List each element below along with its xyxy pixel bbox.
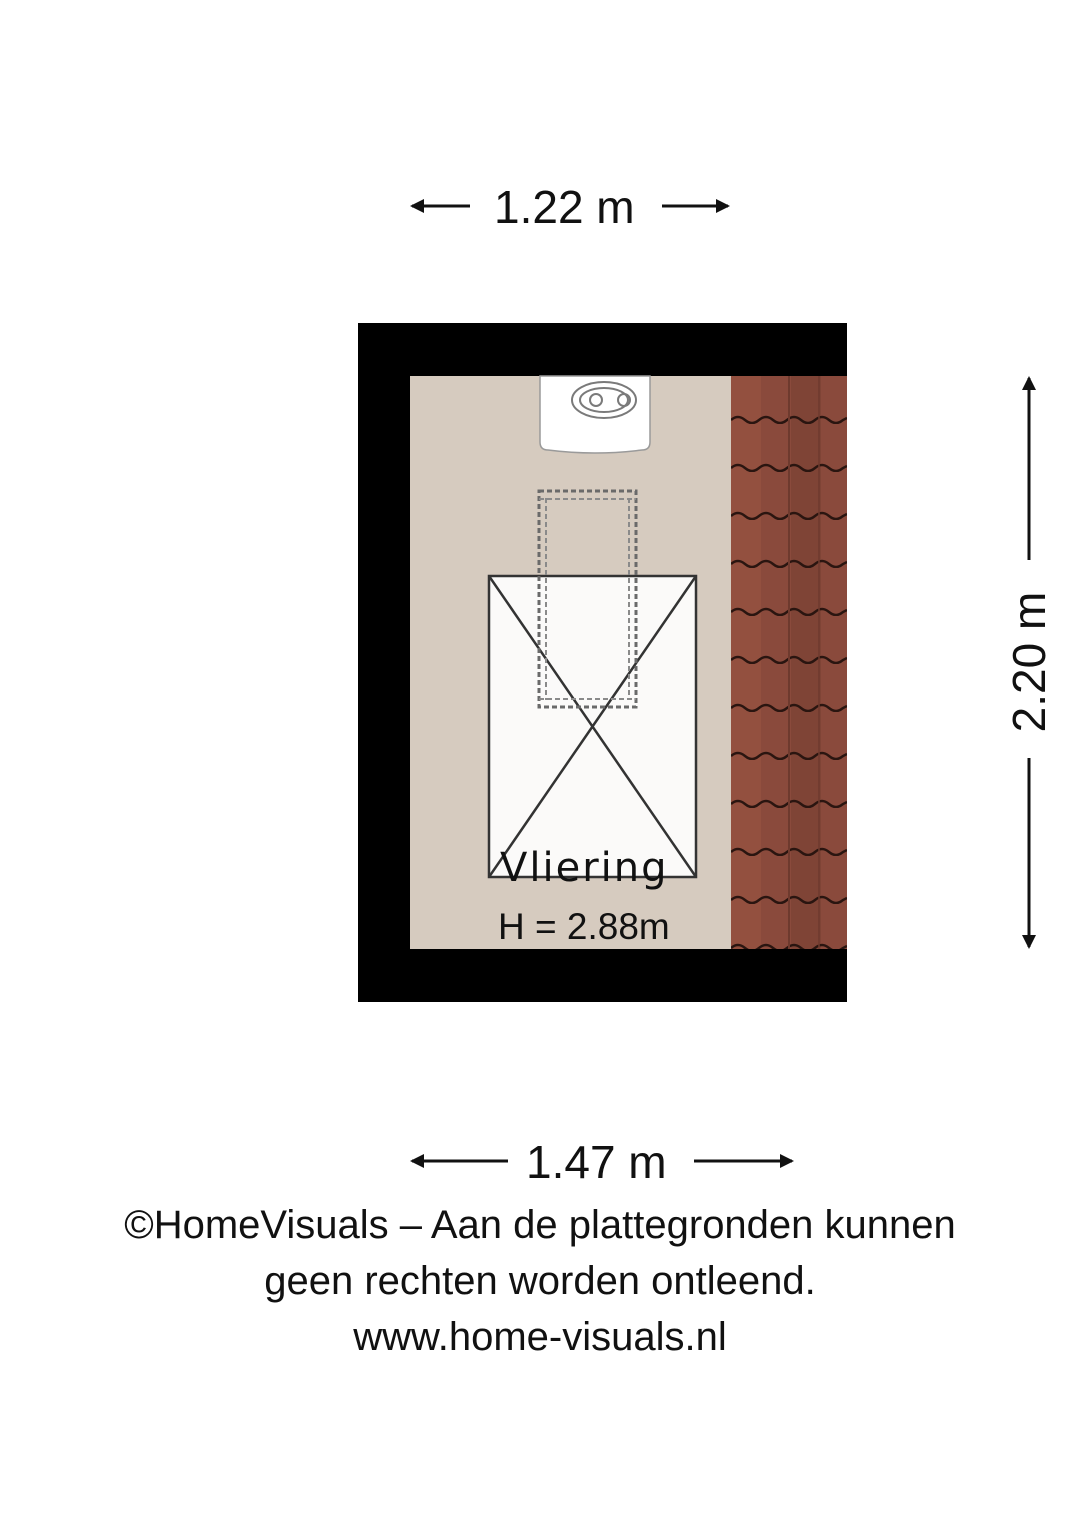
top-dimension-label: 1.22 m (494, 181, 635, 233)
room-name: Vliering (500, 845, 669, 891)
copyright-line: ©HomeVisuals – Aan de plattegronden kunnen (124, 1203, 956, 1247)
toilet-icon (540, 376, 650, 453)
bottom-dimension-label: 1.47 m (526, 1136, 667, 1188)
attic-hatch-icon (489, 576, 696, 877)
roof-tiles-icon (731, 376, 847, 949)
website-link[interactable]: www.home-visuals.nl (353, 1315, 727, 1359)
side-dimension-label: 2.20 m (1003, 591, 1055, 733)
room-height: H = 2.88m (498, 906, 670, 947)
copyright-footer (0, 1197, 1080, 1365)
disclaimer-line: geen rechten worden ontleend. (264, 1259, 816, 1303)
